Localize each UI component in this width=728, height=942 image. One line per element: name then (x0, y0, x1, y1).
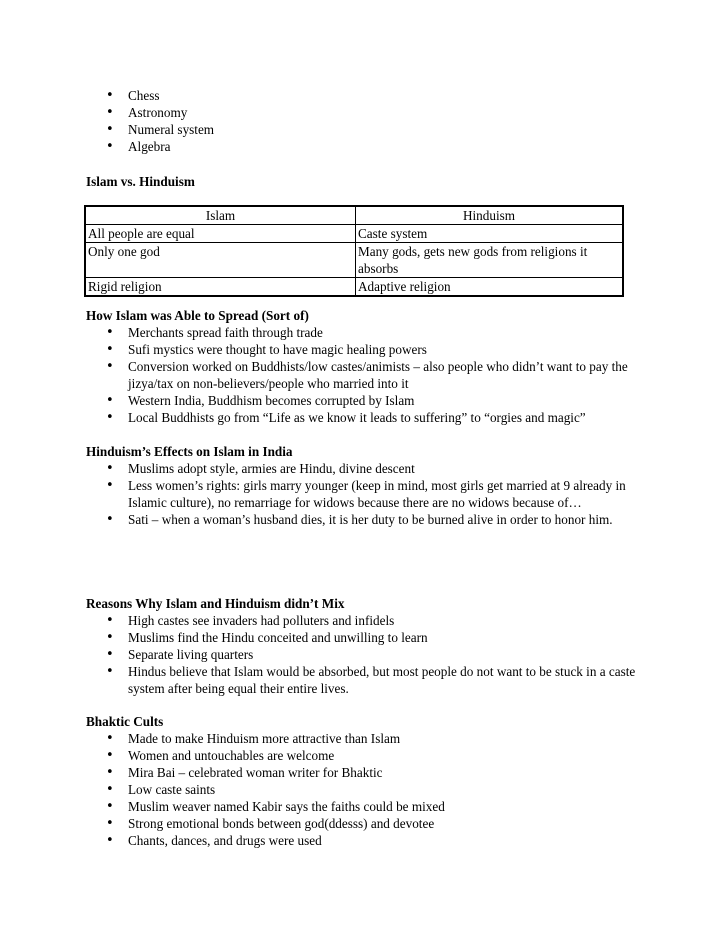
table-cell: Many gods, gets new gods from religions it absorbs (356, 243, 624, 278)
table-header-hinduism: Hinduism (356, 206, 624, 225)
list-item: • Strong emotional bonds between god(ddesss) and devotee (128, 815, 643, 832)
list-item: • Numeral system (128, 121, 643, 138)
list-item: • Low caste saints (128, 781, 643, 798)
table-cell: All people are equal (85, 225, 356, 243)
list-item: • Algebra (128, 138, 643, 155)
list-item: • Sufi mystics were thought to have magic healing powers (128, 341, 643, 358)
section-heading-islam-vs-hinduism: Islam vs. Hinduism (86, 174, 195, 189)
section-heading-reasons: Reasons Why Islam and Hinduism didn’t Mix (86, 596, 345, 611)
list-item: • Mira Bai – celebrated woman writer for Bhaktic (128, 764, 643, 781)
list-item: • Muslims find the Hindu conceited and unwilling to learn (128, 629, 643, 646)
list-item: • Merchants spread faith through trade (128, 324, 643, 341)
table-row (85, 225, 623, 243)
list-item: • Muslim weaver named Kabir says the faiths could be mixed (128, 798, 643, 815)
list-item: • Hindus believe that Islam would be absorbed, but most people do not want to be stuck in a caste system after being equal their entire lives. (128, 663, 643, 697)
table-row (85, 243, 623, 278)
table-row (85, 278, 623, 297)
list-item: • Astronomy (128, 104, 643, 121)
list-item: • Local Buddhists go from “Life as we know it leads to suffering” to “orgies and magic” (128, 409, 643, 426)
list-item: • High castes see invaders had polluters and infidels (128, 612, 643, 629)
top-bullet-list (128, 87, 643, 155)
list-item: • Women and untouchables are welcome (128, 747, 643, 764)
table-header-islam: Islam (85, 206, 356, 225)
section-heading-spread: How Islam was Able to Spread (Sort of) (86, 308, 309, 323)
list-item: • Muslims adopt style, armies are Hindu, divine descent (128, 460, 643, 477)
table-cell: Rigid religion (85, 278, 356, 297)
reasons-bullet-list (128, 612, 643, 697)
section-heading-effects: Hinduism’s Effects on Islam in India (86, 444, 293, 459)
table-cell: Adaptive religion (356, 278, 624, 297)
list-item: • Separate living quarters (128, 646, 643, 663)
table-header-row (85, 206, 623, 225)
list-item: • Made to make Hinduism more attractive than Islam (128, 730, 643, 747)
effects-bullet-list (128, 460, 643, 528)
table-cell: Only one god (85, 243, 356, 278)
bhaktic-bullet-list (128, 730, 643, 849)
table-cell: Caste system (356, 225, 624, 243)
list-item: • Conversion worked on Buddhists/low castes/animists – also people who didn’t want to pay the jizya/tax on non-believers/people who married into it (128, 358, 643, 392)
list-item: • Less women’s rights: girls marry younger (keep in mind, most girls get married at 9 already in Islamic culture), no remarriage for widows because there are no widows because of… (128, 477, 643, 511)
spread-bullet-list (128, 324, 643, 426)
list-item: • Chants, dances, and drugs were used (128, 832, 643, 849)
list-item: • Sati – when a woman’s husband dies, it is her duty to be burned alive in order to honor him. (128, 511, 643, 528)
comparison-table (84, 205, 624, 297)
section-heading-bhaktic: Bhaktic Cults (86, 714, 164, 729)
list-item: • Chess (128, 87, 643, 104)
list-item: • Western India, Buddhism becomes corrupted by Islam (128, 392, 643, 409)
